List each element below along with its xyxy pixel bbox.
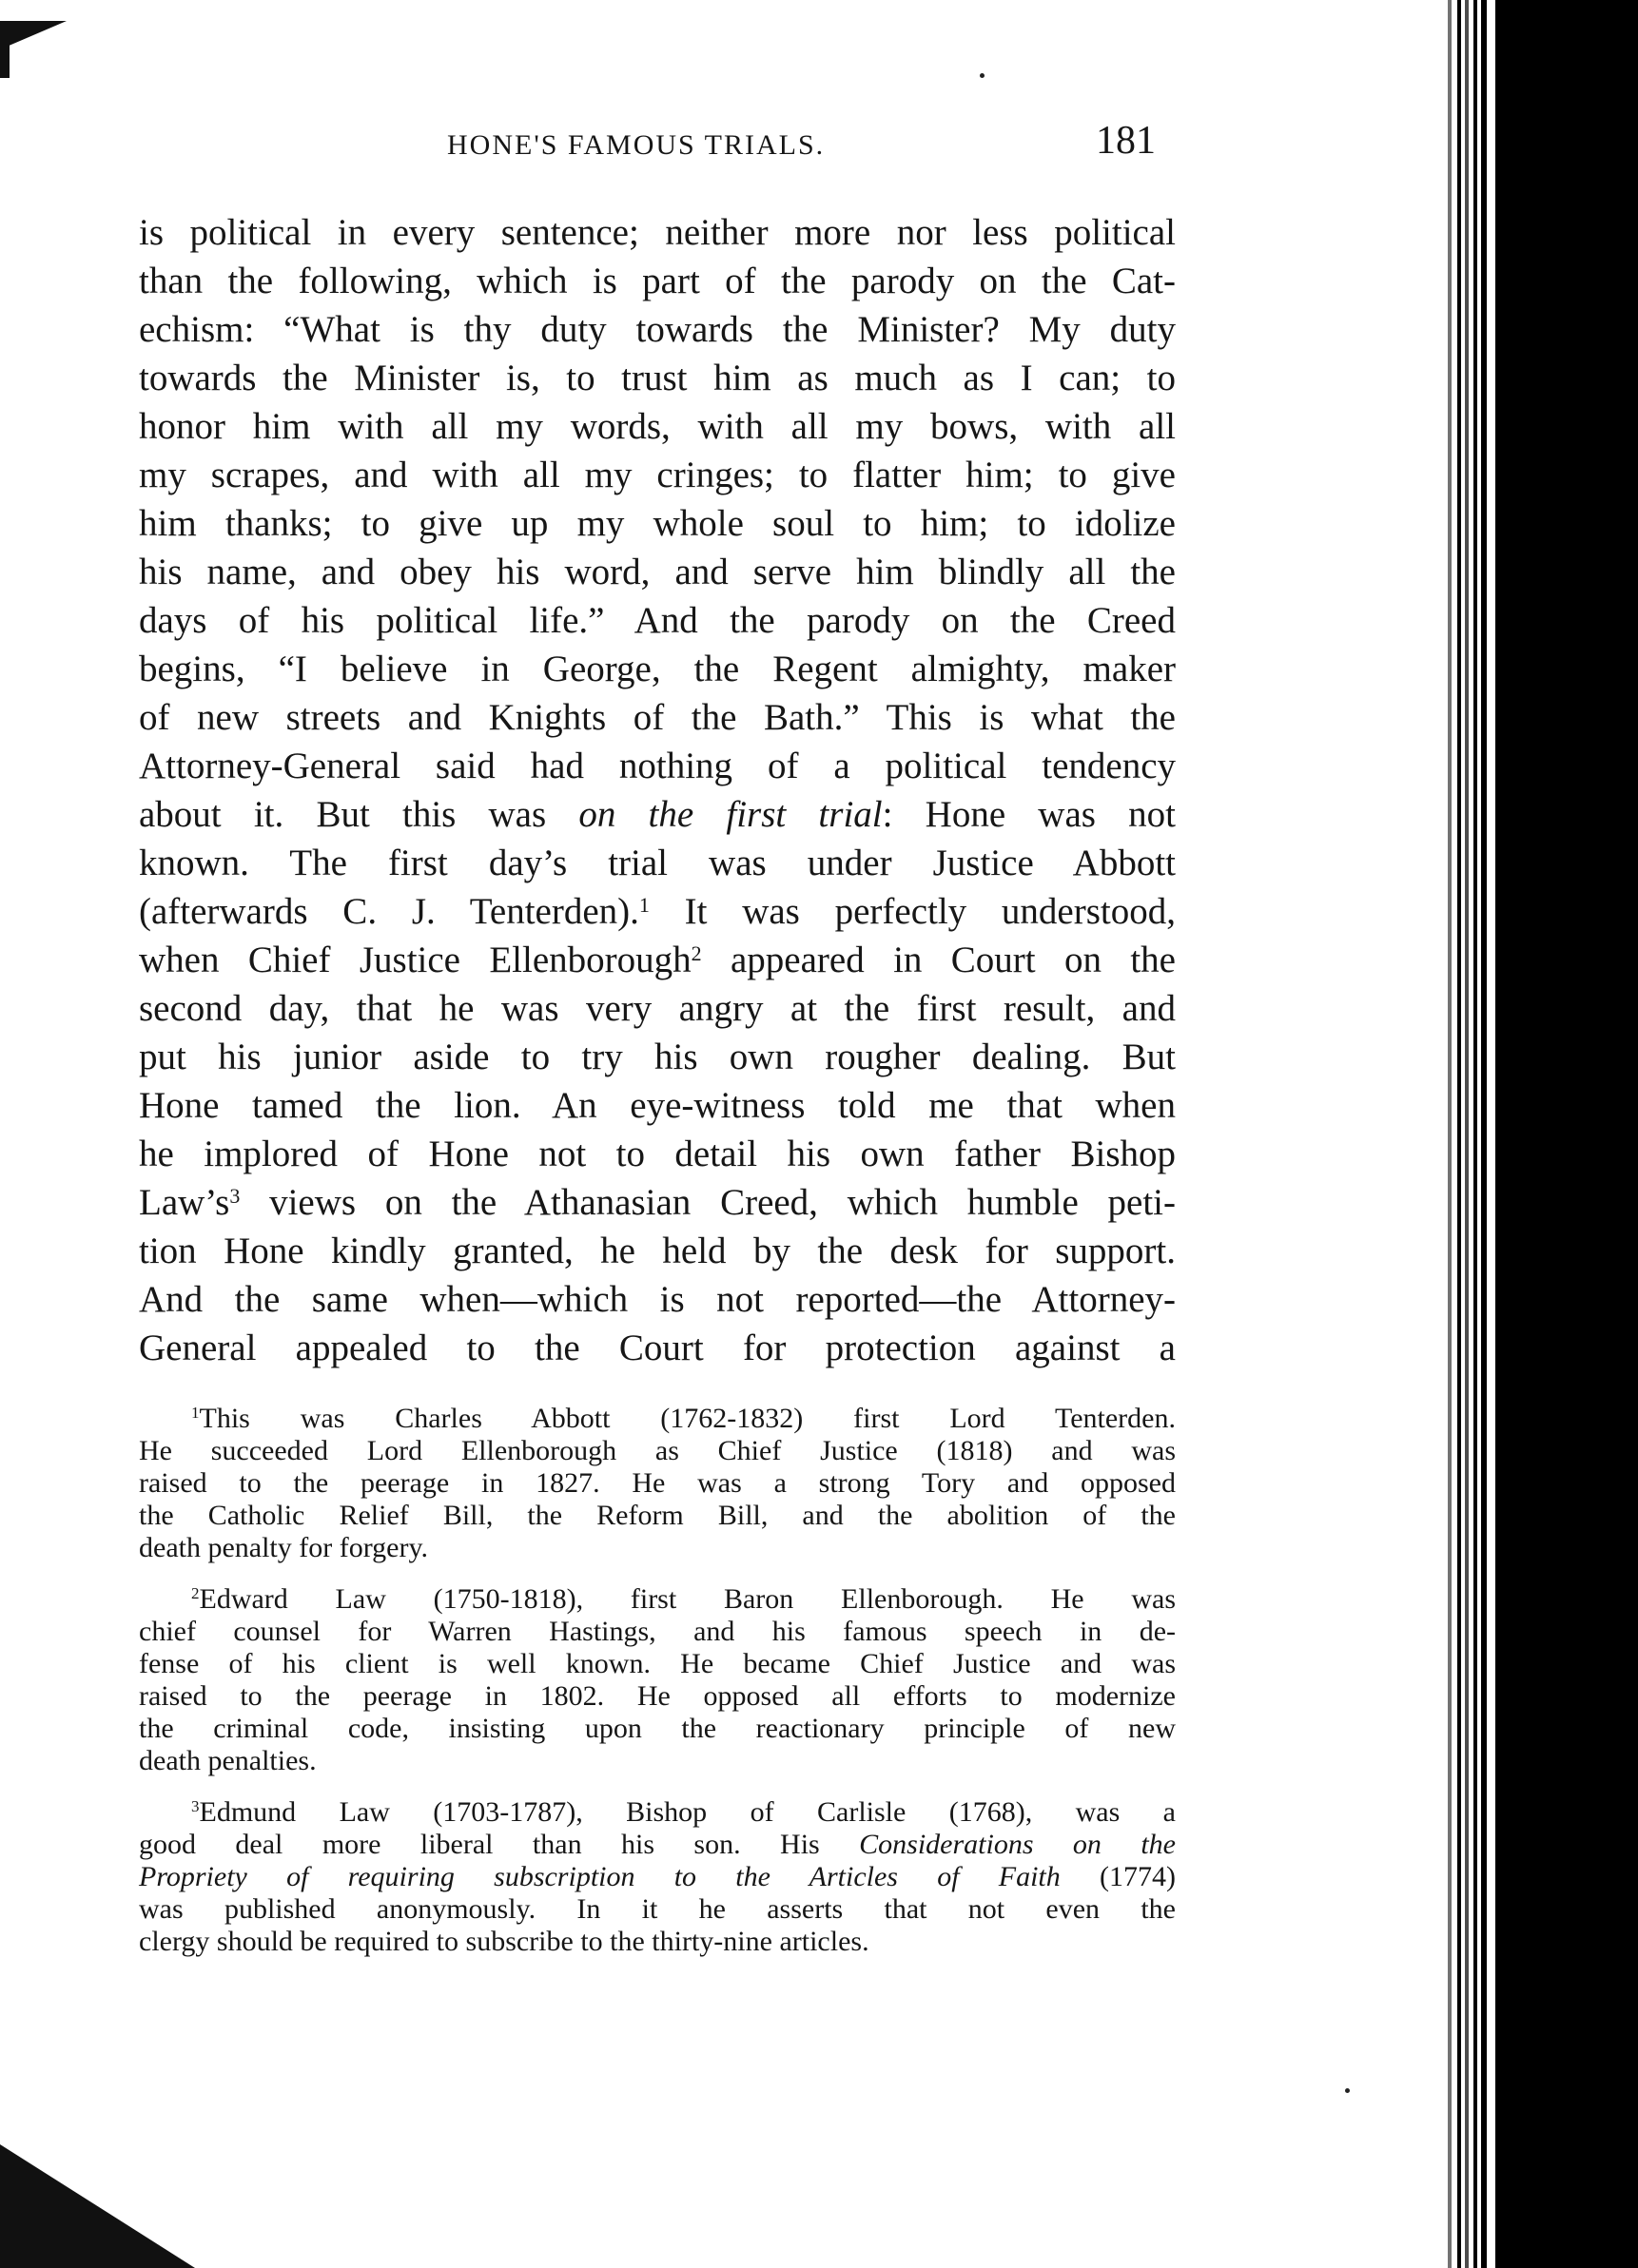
footnote-line: death penalty for forgery.: [139, 1532, 429, 1563]
body-line: $Law’s^3$ views on the Athanasian Creed, which humble peti-: [139, 1182, 1176, 1223]
footnote-1: [139, 1403, 1176, 1564]
footnote-3: [139, 1796, 1176, 1958]
footnote-line: chief counsel for Warren Hastings, and his famous speech in de-: [139, 1616, 1176, 1647]
body-line: tion Hone kindly granted, he held by the desk for support.: [139, 1231, 1176, 1271]
body-line: when Chief Justice Ellenborough$^2$ appeared in Court on the: [139, 940, 1176, 980]
body-line: known. The first day’s trial was under Justice Abbott: [139, 843, 1176, 883]
scan-corner-top-left: [0, 21, 67, 49]
body-line: than the following, which is part of the parody on the Cat-: [139, 261, 1176, 301]
body-line: is political in every sentence; neither more nor less political: [139, 212, 1176, 253]
footnote-line: Propriety of requiring subscription to the Articles of Faith (1774): [139, 1861, 1176, 1892]
footnote-line: raised to the peerage in 1827. He was a strong Tory and opposed: [139, 1467, 1176, 1499]
footnote-line: raised to the peerage in 1802. He opposed all efforts to modernize: [139, 1680, 1176, 1712]
page-edge-shadow: [1434, 0, 1638, 2268]
footnote-line: good deal more liberal than his son. His Considerations on the: [139, 1829, 1176, 1860]
body-line: his name, and obey his word, and serve him blindly all the: [139, 552, 1176, 592]
footnote-line: fense of his client is well known. He became Chief Justice and was: [139, 1648, 1176, 1679]
body-line: Hone tamed the lion. An eye-witness told me that when: [139, 1085, 1176, 1126]
running-title: HONE'S FAMOUS TRIALS.: [447, 129, 826, 161]
body-line: of new streets and Knights of the Bath.” This is what the: [139, 697, 1176, 738]
scan-corner-bottom-left: [0, 2144, 195, 2268]
scan-speck: [1345, 2088, 1350, 2093]
footnote-line: the criminal code, insisting upon the reactionary principle of new: [139, 1713, 1176, 1744]
scan-corner-top-left-stem: [0, 21, 10, 78]
footnote-line: $^3$Edmund Law (1703-1787), Bishop of Carlisle (1768), was a: [191, 1796, 1176, 1828]
footnote-line: $^2$Edward Law (1750-1818), first Baron Ellenborough. He was: [191, 1583, 1176, 1615]
footnote-line: was published anonymously. In it he asserts that not even the: [139, 1893, 1176, 1925]
scan-speck: [980, 73, 985, 78]
body-line: my scrapes, and with all my cringes; to flatter him; to give: [139, 455, 1176, 495]
footnotes: [139, 1403, 1176, 1977]
body-line: second day, that he was very angry at the first result, and: [139, 988, 1176, 1029]
body-line: Attorney-General said had nothing of a political tendency: [139, 746, 1176, 786]
body-line: him thanks; to give up my whole soul to him; to idolize: [139, 503, 1176, 544]
footnote-line: death penalties.: [139, 1745, 317, 1776]
body-line: days of his political life.” And the parody on the Creed: [139, 600, 1176, 641]
body-line: put his junior aside to try his own rougher dealing. But: [139, 1037, 1176, 1077]
body-line: General appealed to the Court for protection against a: [139, 1328, 1176, 1368]
body-line: And the same when—which is not reported—the Attorney-: [139, 1279, 1176, 1320]
body-line: about it. But this was on the first trial: Hone was not: [139, 794, 1176, 835]
footnote-line: $^1$This was Charles Abbott (1762-1832) first Lord Tenterden.: [191, 1403, 1176, 1434]
footnote-2: [139, 1583, 1176, 1777]
body-line: begins, “I believe in George, the Regent almighty, maker: [139, 649, 1176, 689]
footnote-line: clergy should be required to subscribe to the thirty-nine articles.: [139, 1926, 869, 1957]
footnote-line: He succeeded Lord Ellenborough as Chief Justice (1818) and was: [139, 1435, 1176, 1466]
body-line: towards the Minister is, to trust him as much as I can; to: [139, 358, 1176, 398]
footnote-line: the Catholic Relief Bill, the Reform Bill, and the abolition of the: [139, 1500, 1176, 1531]
body-line: honor him with all my words, with all my bows, with all: [139, 406, 1176, 447]
body-line: echism: “What is thy duty towards the Minister? My duty: [139, 309, 1176, 350]
body-text: [139, 208, 1176, 1372]
body-line: (afterwards C. J. Tenterden).$^1$ It was perfectly understood,: [139, 891, 1176, 932]
page-number: 181: [1096, 119, 1156, 163]
body-line: he implored of Hone not to detail his own father Bishop: [139, 1134, 1176, 1174]
